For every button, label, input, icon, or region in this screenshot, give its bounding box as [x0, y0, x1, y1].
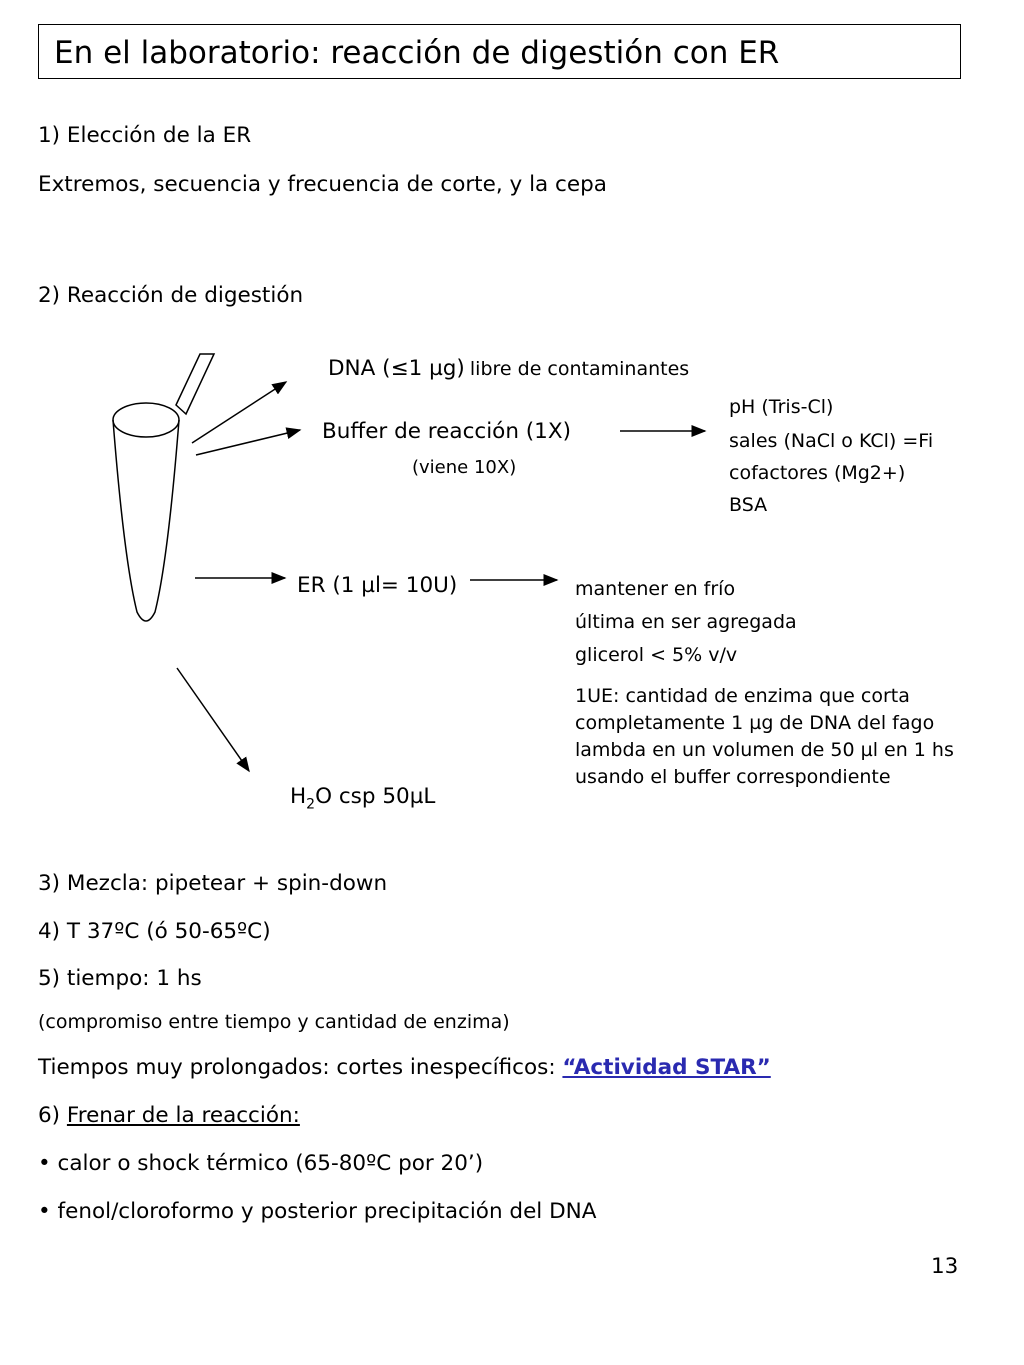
star-line — [38, 1057, 771, 1079]
step3: 3) Mezcla: pipetear + spin-down — [38, 871, 388, 896]
step6 — [38, 1105, 300, 1127]
step6-prefix: 6) — [38, 1103, 67, 1128]
water-label — [290, 786, 435, 811]
step6-heading: Frenar de la reacción: — [66, 1103, 300, 1128]
arrow-to-water — [177, 668, 249, 771]
star-activity-link[interactable]: “Actividad STAR” — [562, 1055, 771, 1080]
ue-definition-line: completamente 1 µg de DNA del fago — [575, 712, 935, 734]
water-rest: O csp 50µL — [315, 784, 436, 809]
ue-definition-line: 1UE: cantidad de enzima que corta — [575, 685, 910, 707]
buffer-item: cofactores (Mg2+) — [729, 462, 906, 484]
step2-heading: 2) Reacción de digestión — [38, 283, 304, 308]
er-note: glicerol < 5% v/v — [575, 644, 738, 666]
ue-definition-line: usando el buffer correspondiente — [575, 766, 891, 788]
step4: 4) T 37ºC (ó 50-65ºC) — [38, 919, 271, 944]
ue-definition-line: lambda en un volumen de 50 µl en 1 hs — [575, 739, 954, 761]
tube-cap-icon — [176, 354, 214, 414]
buffer-item: pH (Tris-Cl) — [729, 396, 834, 418]
step5: 5) tiempo: 1 hs — [38, 966, 202, 991]
arrow-to-dna — [192, 382, 286, 443]
dna-line — [328, 358, 689, 380]
dna-note: libre de contaminantes — [469, 358, 690, 380]
bullet-item: • fenol/cloroformo y posterior precipitación del DNA — [38, 1199, 597, 1224]
dna-label: DNA (≤1 µg) — [328, 356, 465, 381]
star-prefix: Tiempos muy prolongados: cortes inespecíficos: — [38, 1055, 563, 1080]
step5-note: (compromiso entre tiempo y cantidad de enzima) — [38, 1011, 510, 1033]
bullet-item: • calor o shock térmico (65-80ºC por 20’) — [38, 1151, 484, 1176]
er-note: mantener en frío — [575, 578, 736, 600]
water-h: H — [290, 784, 307, 809]
water-subscript: 2 — [306, 796, 316, 813]
buffer-label: Buffer de reacción (1X) — [322, 419, 571, 444]
page-title: En el laboratorio: reacción de digestión con ER — [54, 35, 780, 71]
buffer-sub: (viene 10X) — [412, 457, 517, 478]
step1-heading: 1) Elección de la ER — [38, 123, 252, 148]
buffer-item: BSA — [729, 494, 768, 516]
er-label: ER (1 µl= 10U) — [297, 573, 458, 598]
step1-detail: Extremos, secuencia y frecuencia de corte, y la cepa — [38, 172, 607, 197]
arrow-to-buffer — [196, 430, 300, 455]
buffer-item: sales (NaCl o KCl) =Fi — [729, 430, 934, 452]
er-note: última en ser agregada — [575, 611, 797, 633]
page-number: 13 — [931, 1254, 959, 1279]
tube-icon — [113, 403, 179, 621]
